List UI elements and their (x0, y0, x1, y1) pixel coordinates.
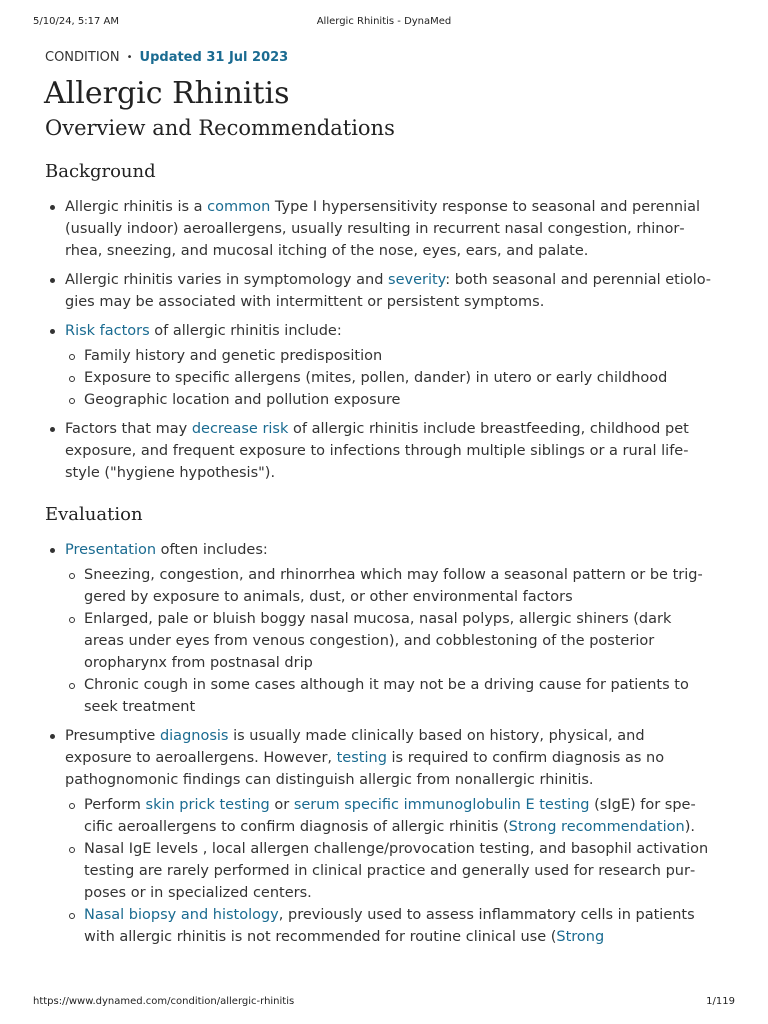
presentation-sublist (65, 564, 715, 718)
print-url: https://www.dynamed.com/condition/allergic-rhinitis (33, 996, 295, 1007)
sublist-item: Sneezing, congestion, and rhinorrhea which may follow a seasonal pattern or be triggered by exposure to animals, dust, or other environmental factors (65, 564, 715, 608)
sublist-item: Enlarged, pale or bluish boggy nasal mucosa, nasal polyps, allergic shiners (dark areas under eyes from venous congestion), and cobblestoning of the posterior oropharynx from postnasal drip (65, 608, 715, 674)
sublist-item: Chronic cough in some cases although it may not be a driving cause for patients to seek treatment (65, 674, 715, 718)
print-header (33, 16, 735, 30)
print-footer (33, 996, 735, 1010)
article (45, 48, 715, 948)
link-presentation[interactable]: Presentation (65, 542, 157, 558)
sublist-item: Geographic location and pollution exposure (65, 389, 715, 411)
page-subtitle: Overview and Recommendations (45, 116, 395, 140)
list-item: Presentation often includes: Sneezing, congestion, and rhinorrhea which may follow a seasonal pattern or be triggered by exposure to animals, dust, or other environmental factors Enlarged, pale or bluish boggy nasal mucosa, nasal polyps, allergic shiners (dark areas under eyes from venous congestion), and cobblestoning of the posterior oropharynx from postnasal drip Chronic cough in some cases although it may not be a driving cause for patients to seek treatment (45, 539, 715, 718)
list-item: Factors that may decrease risk of allergic rhinitis include breastfeeding, childhood pet exposure, and frequent exposure to infections through multiple siblings or a rural lifestyle ("hygiene hypothesis"). (45, 418, 715, 484)
section-heading-evaluation: Evaluation (45, 504, 143, 525)
link-nasal-biopsy[interactable]: Nasal biopsy and histology (84, 907, 279, 923)
list-item: Allergic rhinitis is a common Type I hypersensitivity response to seasonal and perennial (usually indoor) aeroallergens, usually resulting in recurrent nasal congestion, rhinorrhea, sneezing, and mucosal itching of the nose, eyes, ears, and palate. (45, 196, 715, 262)
sublist-item: Perform skin prick testing or serum specific immunoglobulin E testing (sIgE) for specific aeroallergens to confirm diagnosis of allergic rhinitis (Strong recommendation). (65, 794, 715, 838)
link-severity[interactable]: severity (388, 272, 446, 288)
link-strong-recommendation[interactable]: Strong recommendation (508, 819, 685, 835)
section-heading-background: Background (45, 161, 156, 182)
article-meta (45, 48, 715, 68)
page-title: Allergic Rhinitis (44, 76, 290, 111)
diagnosis-sublist (65, 794, 715, 948)
sublist-item: Nasal biopsy and histology, previously used to assess inflammatory cells in patients with allergic rhinitis is not recommended for routine clinical use (Strong (65, 904, 715, 948)
list-item: Allergic rhinitis varies in symptomology and severity: both seasonal and perennial etiologies may be associated with intermittent or persistent symptoms. (45, 269, 715, 313)
background-list (45, 196, 715, 484)
link-skin-prick-testing[interactable]: skin prick testing (145, 797, 270, 813)
link-common[interactable]: common (207, 199, 271, 215)
link-risk-factors[interactable]: Risk factors (65, 323, 150, 339)
page-number: 1/119 (706, 996, 735, 1007)
print-title: Allergic Rhinitis - DynaMed (316, 16, 452, 27)
meta-separator: • (126, 52, 133, 63)
sublist-item: Exposure to specific allergens (mites, pollen, dander) in utero or early childhood (65, 367, 715, 389)
list-item: Risk factors of allergic rhinitis include: Family history and genetic predisposition Exposure to specific allergens (mites, pollen, dander) in utero or early childhood Geographic location and pollution exposure (45, 320, 715, 411)
content-type-label: CONDITION (45, 50, 120, 65)
link-decrease-risk[interactable]: decrease risk (191, 421, 289, 437)
link-diagnosis[interactable]: diagnosis (159, 728, 229, 744)
sublist-item: Family history and genetic predisposition (65, 345, 715, 367)
risk-factors-sublist (65, 345, 715, 411)
sublist-item: Nasal IgE levels , local allergen challenge/provocation testing, and basophil activation testing are rarely performed in clinical practice and generally used for research purposes or in specialized centers. (65, 838, 715, 904)
link-strong[interactable]: Strong (556, 929, 605, 945)
updated-date: Updated 31 Jul 2023 (139, 50, 289, 65)
list-item: Presumptive diagnosis is usually made clinically based on history, physical, and exposure to aeroallergens. However, testing is required to confirm diagnosis as no pathognomonic findings can distinguish allergic from nonallergic rhinitis. Perform skin prick testing or serum specific immunoglobulin E testing (sIgE) for specific aeroallergens to confirm diagnosis of allergic rhinitis (Strong recommendation). Nasal IgE levels , local allergen challenge/provocation testing, and basophil activation testing are rarely performed in clinical practice and generally used for research purposes or in specialized centers. Nasal biopsy and histology, previously used to assess inflammatory cells in patients with allergic rhinitis is not recommended for routine clinical use (Strong (45, 725, 715, 948)
link-testing[interactable]: testing (336, 750, 387, 766)
print-date: 5/10/24, 5:17 AM (33, 16, 120, 27)
evaluation-list (45, 539, 715, 948)
link-serum-ige-testing[interactable]: serum specific immunoglobulin E testing (293, 797, 590, 813)
